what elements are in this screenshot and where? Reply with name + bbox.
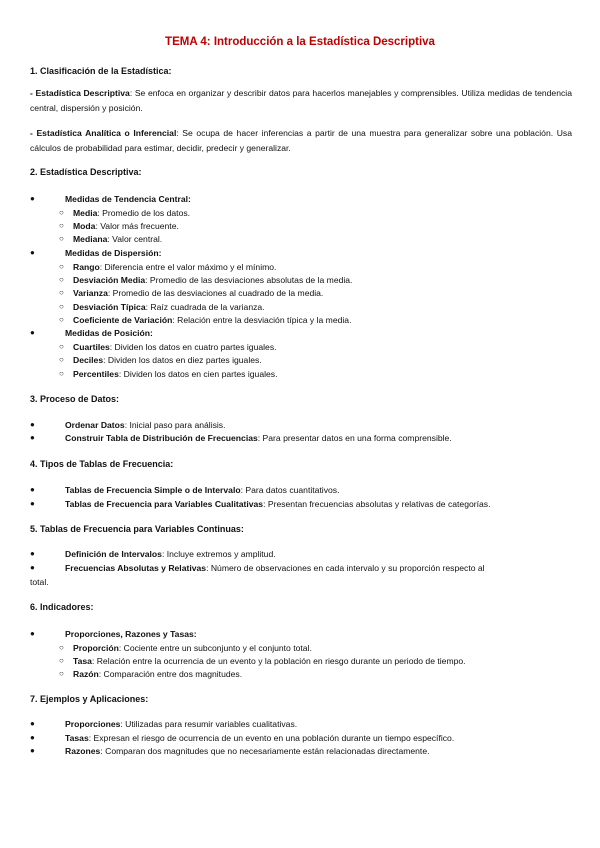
circle-bullet-icon: ○ [59,234,64,243]
definition: : Expresan el riesgo de ocurrencia de un evento en una población durante un tiempo específico. [88,733,455,743]
group-title: Medidas de Tendencia Central: [65,194,191,204]
definition: : Comparan dos magnitudes que no necesariamente están relacionadas directamente. [100,746,430,756]
term: Percentiles [73,369,119,379]
bullet-icon: ● [30,549,35,558]
definition: : Promedio de las desviaciones absolutas de la media. [145,275,353,285]
circle-bullet-icon: ○ [59,643,64,652]
circle-bullet-icon: ○ [59,288,64,297]
definition: : Promedio de los datos. [97,208,191,218]
term: Desviación Media [73,275,146,285]
term: Construir Tabla de Distribución de Frecuencias [65,433,258,443]
group-title: Medidas de Dispersión: [65,248,162,258]
circle-bullet-icon: ○ [59,262,64,271]
bullet-icon: ● [30,420,35,429]
section-2-heading: 2. Estadística Descriptiva: [30,167,142,177]
definition: : Cociente entre un subconjunto y el conjunto total. [118,643,312,653]
bullet-icon: ● [30,194,35,203]
bullet-icon: ● [30,719,35,728]
definition: : Incluye extremos y amplitud. [161,549,276,559]
circle-bullet-icon: ○ [59,656,64,665]
definition: : Relación entre la ocurrencia de un evento y la población en riesgo durante un periodo de tiempo. [91,656,466,666]
bullet-icon: ● [30,499,35,508]
term: Proporciones [65,719,121,729]
definition: : Número de observaciones en cada intervalo y su proporción respecto al [206,563,485,573]
circle-bullet-icon: ○ [59,208,64,217]
definition: : Valor central. [107,234,163,244]
section-5-heading: 5. Tablas de Frecuencia para Variables Continuas: [30,524,244,534]
term: Proporción [73,643,119,653]
paragraph-descriptiva [30,86,572,116]
term: Tablas de Frecuencia Simple o de Intervalo [65,485,241,495]
definition: : Comparación entre dos magnitudes. [98,669,243,679]
definition: : Relación entre la desviación típica y la media. [172,315,352,325]
term: Cuartiles [73,342,110,352]
bullet-icon: ● [30,433,35,442]
definition: : Dividen los datos en cien partes iguales. [118,369,278,379]
term: Deciles [73,355,104,365]
bullet-icon: ● [30,733,35,742]
term: - Estadística Analítica o Inferencial [30,128,177,138]
bullet-icon: ● [30,248,35,257]
term: Varianza [73,288,108,298]
definition: : Valor más frecuente. [95,221,179,231]
circle-bullet-icon: ○ [59,369,64,378]
definition: : Dividen los datos en diez partes iguales. [103,355,262,365]
term: Razón [73,669,99,679]
section-6-heading: 6. Indicadores: [30,602,94,612]
definition: : Para presentar datos en una forma comprensible. [257,433,452,443]
section-4-heading: 4. Tipos de Tablas de Frecuencia: [30,459,174,469]
term: Desviación Típica [73,302,146,312]
definition: : Para datos cuantitativos. [240,485,340,495]
term: Tablas de Frecuencia para Variables Cualitativas [65,499,264,509]
term: Mediana [73,234,108,244]
bullet-icon: ● [30,328,35,337]
definition: : Promedio de las desviaciones al cuadrado de la media. [107,288,324,298]
section-1-heading: 1. Clasificación de la Estadística: [30,66,172,76]
term: Moda [73,221,96,231]
term: - Estadística Descriptiva [30,88,130,98]
definition: : Presentan frecuencias absolutas y relativas de categorías. [263,499,491,509]
circle-bullet-icon: ○ [59,355,64,364]
section-3-heading: 3. Proceso de Datos: [30,394,120,404]
term: Razones [65,746,101,756]
circle-bullet-icon: ○ [59,669,64,678]
document-title: TEMA 4: Introducción a la Estadística Descriptiva [165,36,435,48]
term: Rango [73,262,100,272]
circle-bullet-icon: ○ [59,342,64,351]
group-title: Medidas de Posición: [65,328,153,338]
section-7-heading: 7. Ejemplos y Aplicaciones: [30,694,149,704]
definition: : Dividen los datos en cuatro partes iguales. [109,342,277,352]
circle-bullet-icon: ○ [59,221,64,230]
circle-bullet-icon: ○ [59,315,64,324]
circle-bullet-icon: ○ [59,302,64,311]
paragraph-inferencial [30,126,572,156]
term: Media [73,208,98,218]
bullet-icon: ● [30,485,35,494]
term: Tasa [73,656,92,666]
bullet-icon: ● [30,629,35,638]
term: Ordenar Datos [65,420,125,430]
group-title: Proporciones, Razones y Tasas: [65,629,197,639]
bullet-icon: ● [30,563,35,572]
definition: : Inicial paso para análisis. [124,420,226,430]
definition: : Utilizadas para resumir variables cualitativas. [120,719,298,729]
bullet-icon: ● [30,746,35,755]
definition: : Se enfoca en organizar y describir datos para hacerlos manejables y comprensibles. Utiliza medidas de tendencia central, dispersión y posición. [30,88,572,113]
circle-bullet-icon: ○ [59,275,64,284]
term: Coeficiente de Variación [73,315,173,325]
definition: : Diferencia entre el valor máximo y el mínimo. [99,262,277,272]
definition-continuation: total. [30,576,49,587]
term: Definición de Intervalos [65,549,162,559]
definition: : Raíz cuadrada de la varianza. [145,302,265,312]
term: Tasas [65,733,89,743]
term: Frecuencias Absolutas y Relativas [65,563,207,573]
definition: : Se ocupa de hacer inferencias a partir de una muestra para generalizar sobre una población. Usa cálculos de probabilidad para estimar, decidir, predecir y generalizar. [30,128,572,153]
